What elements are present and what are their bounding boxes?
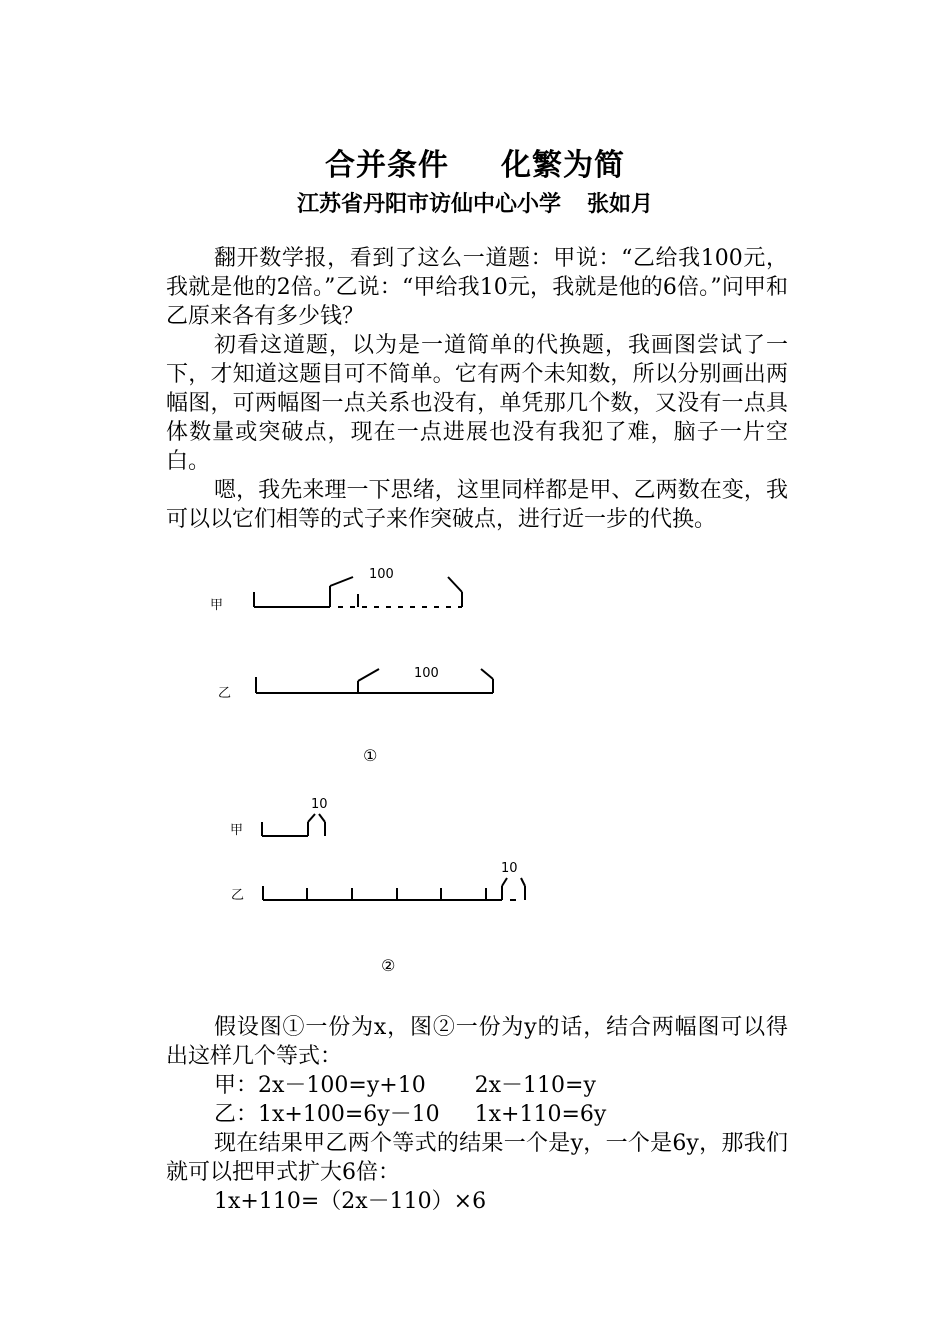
title-part-1: 合并条件 — [325, 148, 449, 183]
diagram2-caption: ② — [381, 956, 396, 975]
diagram2-label-yi: 乙 — [231, 888, 245, 903]
equation-combined: 1x+110=（2x－110）×6 — [214, 1189, 487, 1214]
equation-jia: 甲：2x－100=y+10 2x－110=y — [214, 1073, 596, 1098]
paragraph-approach: 嗯，我先来理一下思绪，这里同样都是甲、乙两数在变，我可以以它们相等的式子来作突破点，进行近一步的代换。 — [166, 478, 788, 532]
title-part-2: 化繁为简 — [501, 148, 625, 183]
author-name: 张如月 — [587, 192, 654, 217]
diagram1-value-yi: 100 — [414, 666, 439, 681]
paragraph-scale: 现在结果甲乙两个等式的结果一个是y，一个是6y，那我们就可以把甲式扩大6倍： — [166, 1131, 788, 1185]
diagram1-label-jia: 甲 — [210, 598, 224, 613]
diagram2-value-jia: 10 — [311, 797, 328, 812]
diagram1-value-jia: 100 — [369, 567, 394, 582]
diagram2-label-jia: 甲 — [230, 823, 244, 838]
paragraph-first-thoughts: 初看这道题，以为是一道简单的代换题，我画图尝试了一下，才知道这题目可不简单。它有两个未知数，所以分别画出两幅图，可两幅图一点关系也没有，单凭那几个数，又没有一点具体数量或突破点，现在一点进展也没有我犯了难，脑子一片空白。 — [166, 333, 788, 474]
diagram2-value-yi: 10 — [501, 861, 518, 876]
diagram1-label-yi: 乙 — [218, 686, 232, 701]
paragraph-assumption: 假设图①一份为x，图②一份为y的话，结合两幅图可以得出这样几个等式： — [166, 1015, 788, 1069]
author-school: 江苏省丹阳市访仙中心小学 — [296, 192, 561, 217]
equation-yi: 乙：1x+100=6y－10 1x+110=6y — [214, 1102, 607, 1127]
solution-section — [166, 1013, 788, 1216]
diagram1-caption: ① — [363, 746, 378, 765]
paragraph-problem: 翻开数学报，看到了这么一道题：甲说：“乙给我100元，我就是他的2倍。”乙说：“甲给我10元，我就是他的6倍。”问甲和乙原来各有多少钱？ — [166, 246, 788, 329]
